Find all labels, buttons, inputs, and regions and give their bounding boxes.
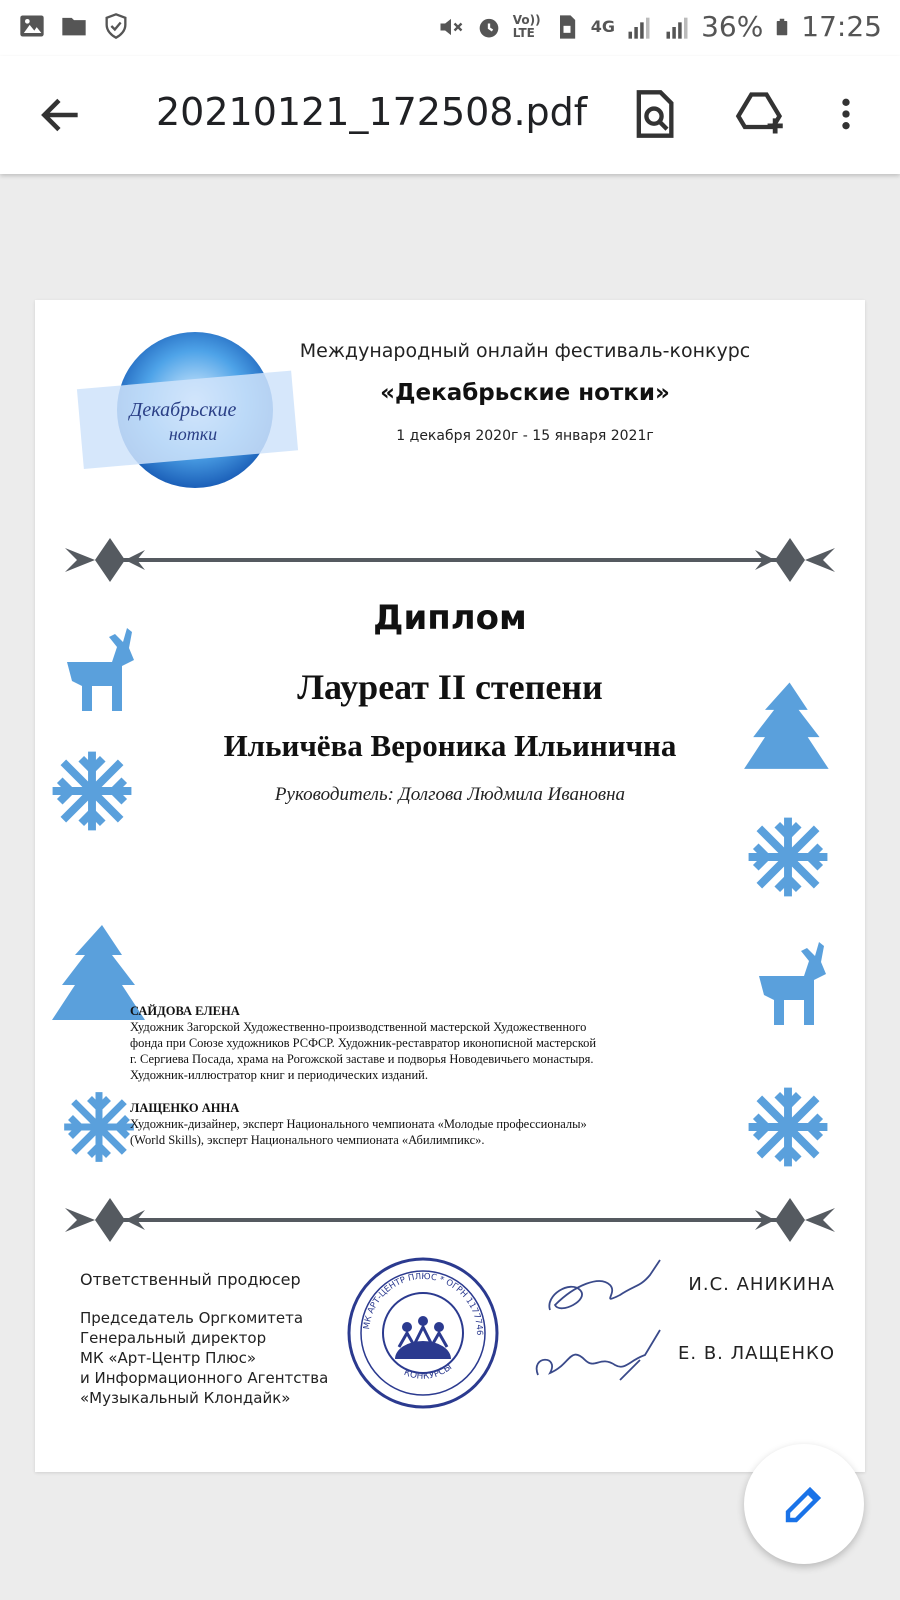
award-title: Лауреат II степени [297, 667, 603, 707]
mute-icon [437, 13, 465, 41]
clock: 17:25 [801, 10, 882, 43]
stamp-text-top: МК АРТ-ЦЕНТР ПЛЮС * ОГРН 1177746 [362, 1271, 485, 1336]
diploma-title: Диплом [373, 598, 527, 638]
sim-icon [553, 13, 581, 41]
battery-icon [773, 13, 791, 41]
jury-name: САЙДОВА ЕЛЕНА [130, 1004, 240, 1018]
svg-text:КОНКУРСЫ [402, 1362, 454, 1382]
gallery-icon [18, 12, 46, 40]
snowflake-icon-3 [745, 812, 831, 902]
footer-line: и Информационного Агентства [80, 1369, 329, 1387]
signatory-2: Е. В. ЛАЩЕНКО [678, 1343, 835, 1364]
logo-text-line2: нотки [168, 424, 218, 444]
recipient-name: Ильичёва Вероника Ильинична [223, 728, 677, 763]
back-arrow-icon[interactable] [36, 90, 86, 140]
folder-icon [60, 12, 88, 40]
volte-indicator: Vo)) LTE [512, 12, 541, 40]
signal-icon-2 [663, 13, 691, 41]
jury-line: Художник-иллюстратор книг и периодических изданий. [130, 1068, 428, 1082]
jury-line: Художник-дизайнер, эксперт Национального чемпионата «Молодые профессионалы» [130, 1117, 587, 1131]
stamp-text-bottom: КОНКУРСЫ [402, 1362, 455, 1382]
footer-line: Председатель Оргкомитета [80, 1309, 304, 1327]
jury-block-2 [130, 1100, 730, 1148]
signature-2 [530, 1325, 670, 1400]
logo-text-line1: Декабрьские [129, 399, 237, 421]
battery-percent: 36% [701, 10, 764, 43]
jury-line: фонда при Союзе художников РСФСР. Художник-реставратор иконописной мастерской [130, 1036, 597, 1050]
bottom-divider [55, 1188, 845, 1252]
snowflake-icon-4 [745, 1084, 831, 1170]
pencil-icon [780, 1480, 828, 1528]
network-type: 4G [590, 17, 616, 36]
jury-line: (World Skills), эксперт Национального чемпионата «Абилимпикс». [130, 1133, 485, 1147]
jury-line: г. Сергиева Посада, храма на Рогожской заставе и подворья Новодевичьего монастыря. [130, 1052, 594, 1066]
status-bar [0, 0, 900, 56]
app-bar [0, 56, 900, 174]
footer-left-block [80, 1308, 328, 1408]
signature-1 [540, 1255, 670, 1325]
file-title: 20210121_172508.pdf [156, 90, 588, 134]
footer-line: МК «Арт-Центр Плюс» [80, 1349, 257, 1367]
signatory-1: И.С. АНИКИНА [688, 1274, 835, 1295]
festival-name: «Декабрьские нотки» [380, 380, 670, 406]
festival-dates: 1 декабря 2020г - 15 января 2021г [396, 428, 654, 444]
pdf-page [35, 300, 865, 1472]
producer-title: Ответственный продюсер [80, 1270, 301, 1289]
edit-fab-button[interactable] [744, 1444, 864, 1564]
jury-name: ЛАЩЕНКО АННА [130, 1101, 240, 1115]
signal-icon [625, 13, 653, 41]
snowflake-icon-2 [61, 1084, 137, 1170]
deer-ornament-icon-2 [749, 936, 829, 1036]
jury-line: Художник Загорской Художественно-производственной мастерской Художественного [130, 1020, 587, 1034]
shield-icon [102, 12, 130, 40]
footer-line: «Музыкальный Клондайк» [80, 1389, 291, 1407]
alarm-icon [475, 13, 503, 41]
festival-subtitle: Международный онлайн фестиваль-конкурс [299, 340, 751, 362]
add-to-drive-icon[interactable] [734, 88, 786, 140]
organization-stamp [345, 1255, 501, 1411]
leader-name: Руководитель: Долгова Людмила Ивановна [274, 784, 626, 805]
footer-line: Генеральный директор [80, 1329, 267, 1347]
top-divider [55, 528, 845, 592]
more-options-icon[interactable] [826, 88, 866, 140]
jury-block-1 [130, 1003, 730, 1083]
find-in-page-icon[interactable] [628, 88, 680, 140]
